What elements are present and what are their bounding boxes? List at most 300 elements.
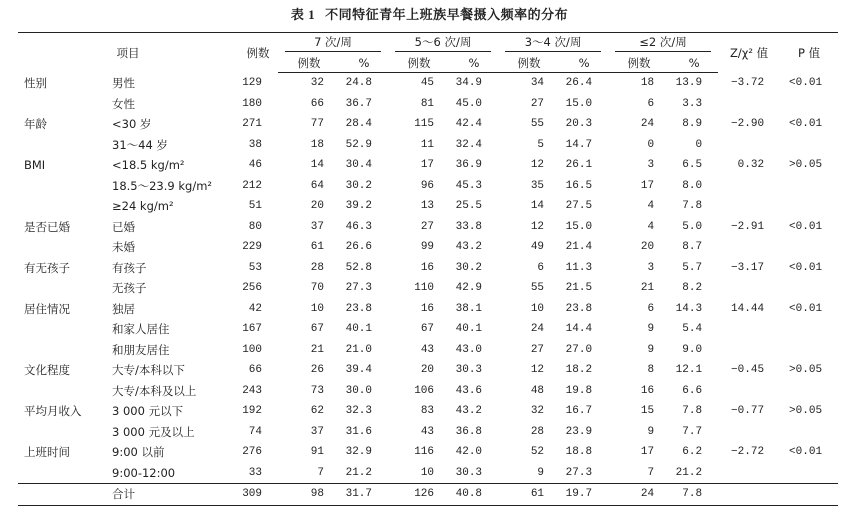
table-row bbox=[18, 299, 838, 320]
cell-count: 229 bbox=[242, 241, 262, 254]
subheader-pct: % bbox=[450, 53, 498, 73]
cell-le2-count: 24 bbox=[640, 118, 655, 131]
table-row bbox=[18, 135, 838, 156]
cell-3-4-count: 12 bbox=[530, 364, 545, 377]
row-item bbox=[18, 135, 106, 156]
subheader-pct: % bbox=[670, 53, 718, 73]
cell-le2-count: 3 bbox=[647, 261, 655, 274]
cell-3-4-pct: 18.8 bbox=[565, 446, 593, 459]
cell-le2-count: 15 bbox=[640, 405, 655, 418]
cell-7-count: 28 bbox=[310, 261, 324, 274]
cell-3-4-count: 55 bbox=[530, 118, 545, 131]
cell-7-count: 37 bbox=[310, 425, 324, 438]
cell-7-count: 73 bbox=[310, 384, 324, 397]
cell-le2-pct: 6.2 bbox=[682, 446, 703, 459]
row-item bbox=[18, 381, 106, 402]
cell-5-6-pct: 30.2 bbox=[455, 261, 483, 274]
cell-3-4-count: 9 bbox=[537, 466, 545, 479]
cell-count: 309 bbox=[238, 484, 278, 506]
cell-p: <0.01 bbox=[789, 302, 823, 315]
cell-7-pct: 39.2 bbox=[345, 200, 373, 213]
row-item bbox=[18, 196, 106, 217]
cell-5-6-pct: 40.1 bbox=[455, 323, 483, 336]
cell-stat bbox=[718, 340, 780, 361]
cell-7-count: 37 bbox=[310, 220, 324, 233]
cell-le2-count: 7 bbox=[647, 466, 655, 479]
cell-le2-pct: 8.2 bbox=[682, 282, 703, 295]
table-row bbox=[18, 381, 838, 402]
cell-le2-pct: 13.9 bbox=[675, 77, 703, 90]
cell-stat bbox=[718, 94, 780, 115]
table-body bbox=[18, 73, 838, 506]
cell-stat: −0.45 bbox=[731, 364, 765, 377]
subheader-pct: % bbox=[560, 53, 608, 73]
row-item bbox=[18, 340, 106, 361]
row-item bbox=[18, 94, 106, 115]
cell-count: 74 bbox=[248, 425, 262, 438]
row-subitem: 已婚 bbox=[112, 219, 135, 234]
cell-le2-pct: 6.5 bbox=[682, 159, 703, 172]
cell-3-4-pct: 18.2 bbox=[565, 364, 593, 377]
cell-5-6-pct: 36.9 bbox=[455, 159, 483, 172]
cell-le2-pct: 0 bbox=[695, 138, 703, 151]
cell-7-pct: 23.8 bbox=[345, 302, 373, 315]
cell-le2-pct: 21.2 bbox=[675, 466, 703, 479]
cell-5-6-pct: 25.5 bbox=[455, 200, 483, 213]
cell-5-6-pct: 38.1 bbox=[455, 302, 483, 315]
row-item bbox=[18, 278, 106, 299]
cell-7-count: 67 bbox=[310, 323, 324, 336]
row-subitem: 和家人居住 bbox=[112, 322, 170, 337]
cell-count: 271 bbox=[242, 118, 262, 131]
cell-7-pct: 31.7 bbox=[340, 484, 388, 506]
cell-p: <0.01 bbox=[789, 77, 823, 89]
row-item: 上班时间 bbox=[24, 445, 70, 460]
cell-le2-count: 9 bbox=[647, 343, 655, 356]
breakfast-frequency-table bbox=[18, 32, 838, 506]
row-subitem: 3 000 元及以上 bbox=[112, 424, 195, 439]
cell-7-pct: 52.9 bbox=[345, 138, 373, 151]
cell-3-4-pct: 20.3 bbox=[565, 118, 593, 131]
cell-p: >0.05 bbox=[789, 364, 823, 377]
cell-7-pct: 30.2 bbox=[345, 179, 373, 192]
cell-5-6-pct: 42.4 bbox=[455, 118, 483, 131]
cell-3-4-count: 27 bbox=[530, 97, 545, 110]
cell-7-pct: 36.7 bbox=[345, 97, 373, 110]
cell-p bbox=[780, 237, 838, 258]
table-row bbox=[18, 422, 838, 443]
cell-stat: −2.91 bbox=[731, 220, 765, 233]
subheader-pct: % bbox=[340, 53, 388, 73]
cell-7-count: 26 bbox=[310, 364, 324, 377]
cell-7-pct: 27.3 bbox=[345, 282, 373, 295]
cell-5-6-count: 106 bbox=[414, 384, 435, 397]
cell-3-4-pct: 23.8 bbox=[565, 302, 593, 315]
cell-stat: −3.17 bbox=[731, 261, 765, 274]
cell-count: 212 bbox=[242, 179, 262, 192]
cell-count: 129 bbox=[242, 77, 262, 89]
row-subitem: <18.5 kg/m² bbox=[112, 158, 185, 173]
cell-7-pct: 46.3 bbox=[345, 220, 373, 233]
cell-p: <0.01 bbox=[789, 118, 823, 131]
cell-le2-count: 17 bbox=[640, 446, 655, 459]
cell-p bbox=[780, 484, 838, 506]
cell-stat: −2.90 bbox=[731, 118, 765, 131]
cell-count: 66 bbox=[248, 364, 262, 377]
cell-3-4-count: 12 bbox=[530, 220, 545, 233]
cell-le2-pct: 9.0 bbox=[682, 343, 703, 356]
cell-stat bbox=[718, 176, 780, 197]
cell-3-4-count: 49 bbox=[530, 241, 545, 254]
cell-3-4-pct: 14.7 bbox=[565, 138, 593, 151]
table-row bbox=[18, 237, 838, 258]
cell-3-4-pct: 16.7 bbox=[565, 405, 593, 418]
row-subitem: 合计 bbox=[106, 484, 238, 506]
cell-5-6-count: 115 bbox=[414, 118, 435, 131]
cell-le2-pct: 5.0 bbox=[682, 220, 703, 233]
cell-3-4-pct: 26.1 bbox=[565, 159, 593, 172]
header-group-5-6: 5～6 次/周 bbox=[388, 33, 498, 54]
cell-5-6-count: 20 bbox=[420, 364, 435, 377]
cell-5-6-count: 11 bbox=[420, 138, 435, 151]
cell-7-pct: 24.8 bbox=[345, 77, 373, 90]
row-item: 文化程度 bbox=[24, 363, 70, 378]
cell-stat: −3.72 bbox=[731, 77, 765, 89]
cell-count: 38 bbox=[248, 138, 262, 151]
cell-5-6-pct: 33.8 bbox=[455, 220, 483, 233]
cell-stat bbox=[718, 463, 780, 484]
cell-stat bbox=[718, 422, 780, 443]
cell-le2-pct: 8.9 bbox=[682, 118, 703, 131]
cell-5-6-count: 17 bbox=[420, 159, 435, 172]
table-row bbox=[18, 278, 838, 299]
cell-7-count: 18 bbox=[310, 138, 324, 151]
table-row bbox=[18, 73, 838, 94]
cell-le2-count: 0 bbox=[647, 138, 655, 151]
cell-5-6-count: 96 bbox=[420, 179, 435, 192]
row-subitem: 独居 bbox=[112, 301, 135, 316]
cell-7-count: 61 bbox=[310, 241, 324, 254]
cell-5-6-pct: 34.9 bbox=[455, 77, 483, 90]
cell-7-count: 77 bbox=[310, 118, 324, 131]
cell-3-4-pct: 16.5 bbox=[565, 179, 593, 192]
cell-3-4-count: 12 bbox=[530, 159, 545, 172]
cell-3-4-pct: 26.4 bbox=[565, 77, 593, 90]
cell-count: 243 bbox=[242, 384, 262, 397]
row-subitem: 未婚 bbox=[112, 240, 135, 255]
row-subitem: 18.5～23.9 kg/m² bbox=[112, 178, 213, 193]
cell-count: 192 bbox=[242, 405, 262, 418]
cell-le2-pct: 7.8 bbox=[682, 405, 703, 418]
row-item: 年龄 bbox=[24, 117, 47, 132]
cell-stat bbox=[718, 196, 780, 217]
cell-le2-count: 4 bbox=[647, 200, 655, 213]
row-subitem: ≥24 kg/m² bbox=[112, 199, 174, 214]
cell-le2-pct: 8.7 bbox=[682, 241, 703, 254]
cell-7-count: 7 bbox=[317, 466, 324, 479]
cell-7-count: 32 bbox=[310, 77, 324, 90]
table-title bbox=[0, 4, 859, 23]
cell-7-pct: 32.9 bbox=[345, 446, 373, 459]
cell-5-6-count: 110 bbox=[414, 282, 435, 295]
table-row bbox=[18, 340, 838, 361]
cell-5-6-pct: 32.4 bbox=[455, 138, 483, 151]
cell-3-4-count: 24 bbox=[530, 323, 545, 336]
cell-3-4-pct: 27.5 bbox=[565, 200, 593, 213]
row-subitem: 31～44 岁 bbox=[112, 137, 168, 152]
cell-le2-count: 24 bbox=[608, 484, 670, 506]
cell-count: 180 bbox=[242, 97, 262, 110]
cell-5-6-count: 81 bbox=[420, 97, 435, 110]
cell-le2-count: 18 bbox=[640, 77, 655, 90]
cell-p bbox=[780, 422, 838, 443]
row-item bbox=[18, 237, 106, 258]
cell-le2-pct: 7.8 bbox=[682, 200, 703, 213]
cell-3-4-pct: 21.4 bbox=[565, 241, 593, 254]
cell-3-4-count: 61 bbox=[498, 484, 560, 506]
table-row bbox=[18, 442, 838, 463]
cell-stat bbox=[718, 135, 780, 156]
cell-p: >0.05 bbox=[789, 405, 823, 418]
cell-p bbox=[780, 463, 838, 484]
cell-5-6-pct: 45.0 bbox=[455, 97, 483, 110]
table-row bbox=[18, 463, 838, 484]
table-caption: 不同特征青年上班族早餐摄入频率的分布 bbox=[325, 8, 569, 23]
row-subitem: 大专/本科及以上 bbox=[112, 383, 197, 398]
row-subitem: 女性 bbox=[112, 96, 135, 111]
cell-3-4-count: 35 bbox=[530, 179, 545, 192]
row-subitem: 男性 bbox=[112, 76, 135, 90]
cell-7-pct: 21.2 bbox=[345, 466, 373, 479]
cell-count: 42 bbox=[248, 302, 262, 315]
row-item bbox=[18, 463, 106, 484]
cell-3-4-pct: 19.8 bbox=[565, 384, 593, 397]
cell-stat: 14.44 bbox=[731, 302, 765, 315]
cell-7-pct: 26.6 bbox=[345, 241, 373, 254]
cell-stat: 0.32 bbox=[737, 159, 765, 172]
cell-le2-pct: 8.0 bbox=[682, 179, 703, 192]
cell-7-pct: 30.0 bbox=[345, 384, 373, 397]
cell-7-count: 21 bbox=[310, 343, 324, 356]
row-item: 是否已婚 bbox=[24, 219, 70, 234]
cell-7-count: 62 bbox=[310, 405, 324, 418]
cell-le2-count: 16 bbox=[640, 384, 655, 397]
total-row bbox=[18, 484, 838, 506]
cell-5-6-pct: 42.0 bbox=[455, 446, 483, 459]
cell-count: 46 bbox=[248, 159, 262, 172]
table-row bbox=[18, 94, 838, 115]
cell-count: 51 bbox=[248, 200, 262, 213]
cell-3-4-count: 28 bbox=[530, 425, 545, 438]
cell-7-count: 14 bbox=[310, 159, 324, 172]
cell-3-4-count: 32 bbox=[530, 405, 545, 418]
table-row bbox=[18, 196, 838, 217]
table-row bbox=[18, 258, 838, 279]
header-stat: Z/χ² 值 bbox=[718, 33, 780, 73]
cell-7-pct: 30.4 bbox=[345, 159, 373, 172]
cell-3-4-count: 14 bbox=[530, 200, 545, 213]
cell-le2-pct: 3.3 bbox=[682, 97, 703, 110]
row-subitem: 无孩子 bbox=[112, 281, 147, 296]
cell-7-count: 91 bbox=[310, 446, 324, 459]
cell-le2-count: 17 bbox=[640, 179, 655, 192]
subheader-count: 例数 bbox=[608, 53, 670, 73]
cell-7-count: 66 bbox=[310, 97, 324, 110]
cell-7-count: 64 bbox=[310, 179, 324, 192]
header-count: 例数 bbox=[238, 33, 278, 73]
cell-3-4-pct: 27.0 bbox=[565, 343, 593, 356]
cell-p bbox=[780, 196, 838, 217]
cell-stat bbox=[718, 237, 780, 258]
cell-le2-pct: 7.8 bbox=[670, 484, 718, 506]
header-group-3-4: 3～4 次/周 bbox=[498, 33, 608, 54]
row-item: 居住情况 bbox=[24, 301, 70, 316]
cell-5-6-count: 99 bbox=[420, 241, 435, 254]
cell-3-4-count: 27 bbox=[530, 343, 545, 356]
cell-p bbox=[780, 176, 838, 197]
row-subitem: 3 000 元以下 bbox=[112, 404, 184, 419]
row-item: 有无孩子 bbox=[24, 260, 70, 275]
cell-7-pct: 39.4 bbox=[345, 364, 373, 377]
row-item: 性别 bbox=[24, 76, 47, 90]
cell-7-pct: 21.0 bbox=[345, 343, 373, 356]
row-item: BMI bbox=[24, 158, 46, 173]
cell-5-6-count: 16 bbox=[420, 261, 435, 274]
subheader-count: 例数 bbox=[388, 53, 450, 73]
cell-5-6-count: 116 bbox=[414, 446, 435, 459]
cell-3-4-count: 10 bbox=[530, 302, 545, 315]
cell-3-4-pct: 23.9 bbox=[565, 425, 593, 438]
cell-5-6-pct: 36.8 bbox=[455, 425, 483, 438]
cell-le2-count: 9 bbox=[647, 323, 655, 336]
cell-5-6-pct: 45.3 bbox=[455, 179, 483, 192]
cell-7-count: 98 bbox=[278, 484, 340, 506]
cell-count: 53 bbox=[248, 261, 262, 274]
cell-5-6-pct: 42.9 bbox=[455, 282, 483, 295]
header-p: P 值 bbox=[780, 33, 838, 73]
cell-p bbox=[780, 94, 838, 115]
cell-5-6-count: 45 bbox=[420, 77, 435, 90]
row-subitem: 和朋友居住 bbox=[112, 342, 170, 357]
cell-7-pct: 28.4 bbox=[345, 118, 373, 131]
cell-3-4-pct: 15.0 bbox=[565, 97, 593, 110]
cell-7-count: 70 bbox=[310, 282, 324, 295]
cell-le2-count: 8 bbox=[647, 364, 655, 377]
table-row bbox=[18, 155, 838, 176]
cell-3-4-count: 6 bbox=[537, 261, 545, 274]
cell-7-pct: 31.6 bbox=[345, 425, 373, 438]
cell-3-4-pct: 11.3 bbox=[565, 261, 593, 274]
cell-count: 167 bbox=[242, 323, 262, 336]
cell-5-6-count: 13 bbox=[420, 200, 435, 213]
cell-stat bbox=[718, 484, 780, 506]
cell-3-4-count: 48 bbox=[530, 384, 545, 397]
cell-p: <0.01 bbox=[789, 261, 823, 274]
cell-le2-count: 3 bbox=[647, 159, 655, 172]
cell-stat bbox=[718, 319, 780, 340]
cell-5-6-pct: 40.8 bbox=[450, 484, 498, 506]
cell-stat bbox=[718, 381, 780, 402]
cell-5-6-count: 43 bbox=[420, 425, 435, 438]
cell-3-4-count: 52 bbox=[530, 446, 545, 459]
cell-7-count: 10 bbox=[310, 302, 324, 315]
row-subitem: <30 岁 bbox=[112, 117, 152, 132]
cell-p bbox=[780, 278, 838, 299]
cell-stat bbox=[718, 278, 780, 299]
cell-count: 276 bbox=[242, 446, 262, 459]
cell-le2-count: 4 bbox=[647, 220, 655, 233]
row-subitem: 大专/本科以下 bbox=[112, 363, 185, 378]
cell-3-4-count: 5 bbox=[537, 138, 545, 151]
cell-3-4-count: 55 bbox=[530, 282, 545, 295]
cell-5-6-count: 27 bbox=[420, 220, 435, 233]
cell-stat: −2.72 bbox=[731, 446, 765, 459]
cell-le2-count: 9 bbox=[647, 425, 655, 438]
table-row bbox=[18, 401, 838, 422]
cell-le2-pct: 5.7 bbox=[682, 261, 703, 274]
cell-count: 80 bbox=[248, 220, 262, 233]
cell-p bbox=[780, 135, 838, 156]
row-subitem: 有孩子 bbox=[112, 260, 147, 275]
cell-p: >0.05 bbox=[789, 159, 823, 172]
cell-le2-pct: 5.4 bbox=[682, 323, 703, 336]
cell-7-pct: 32.3 bbox=[345, 405, 373, 418]
cell-5-6-pct: 30.3 bbox=[455, 364, 483, 377]
table-row bbox=[18, 217, 838, 238]
cell-le2-count: 20 bbox=[640, 241, 655, 254]
row-item bbox=[18, 484, 106, 506]
cell-5-6-count: 43 bbox=[420, 343, 435, 356]
cell-stat: −0.77 bbox=[731, 405, 765, 418]
cell-5-6-count: 16 bbox=[420, 302, 435, 315]
cell-5-6-count: 83 bbox=[420, 405, 435, 418]
cell-p: <0.01 bbox=[789, 220, 823, 233]
cell-p: <0.01 bbox=[789, 446, 823, 459]
table-row bbox=[18, 319, 838, 340]
cell-5-6-count: 10 bbox=[420, 466, 435, 479]
subheader-count: 例数 bbox=[498, 53, 560, 73]
cell-le2-count: 6 bbox=[647, 97, 655, 110]
cell-3-4-pct: 14.4 bbox=[565, 323, 593, 336]
cell-7-count: 20 bbox=[310, 200, 324, 213]
cell-3-4-pct: 19.7 bbox=[560, 484, 608, 506]
cell-7-pct: 52.8 bbox=[345, 261, 373, 274]
header-group-7: 7 次/周 bbox=[278, 33, 388, 54]
cell-p bbox=[780, 340, 838, 361]
row-item bbox=[18, 319, 106, 340]
cell-5-6-pct: 43.2 bbox=[455, 405, 483, 418]
row-subitem: 9:00 以前 bbox=[112, 445, 165, 460]
table-number: 表 1 bbox=[290, 7, 316, 22]
cell-7-pct: 40.1 bbox=[345, 323, 373, 336]
cell-le2-count: 6 bbox=[647, 302, 655, 315]
subheader-count: 例数 bbox=[278, 53, 340, 73]
cell-le2-pct: 12.1 bbox=[675, 364, 703, 377]
header-item: 项目 bbox=[18, 33, 238, 73]
table-row bbox=[18, 360, 838, 381]
cell-3-4-pct: 15.0 bbox=[565, 220, 593, 233]
cell-le2-count: 21 bbox=[640, 282, 655, 295]
cell-5-6-count: 67 bbox=[420, 323, 435, 336]
cell-count: 256 bbox=[242, 282, 262, 295]
cell-5-6-pct: 30.3 bbox=[455, 466, 483, 479]
row-item bbox=[18, 422, 106, 443]
cell-3-4-count: 34 bbox=[530, 77, 545, 90]
cell-le2-pct: 7.7 bbox=[682, 425, 703, 438]
cell-3-4-pct: 21.5 bbox=[565, 282, 593, 295]
table-row bbox=[18, 114, 838, 135]
row-subitem: 9:00-12:00 bbox=[112, 465, 176, 480]
